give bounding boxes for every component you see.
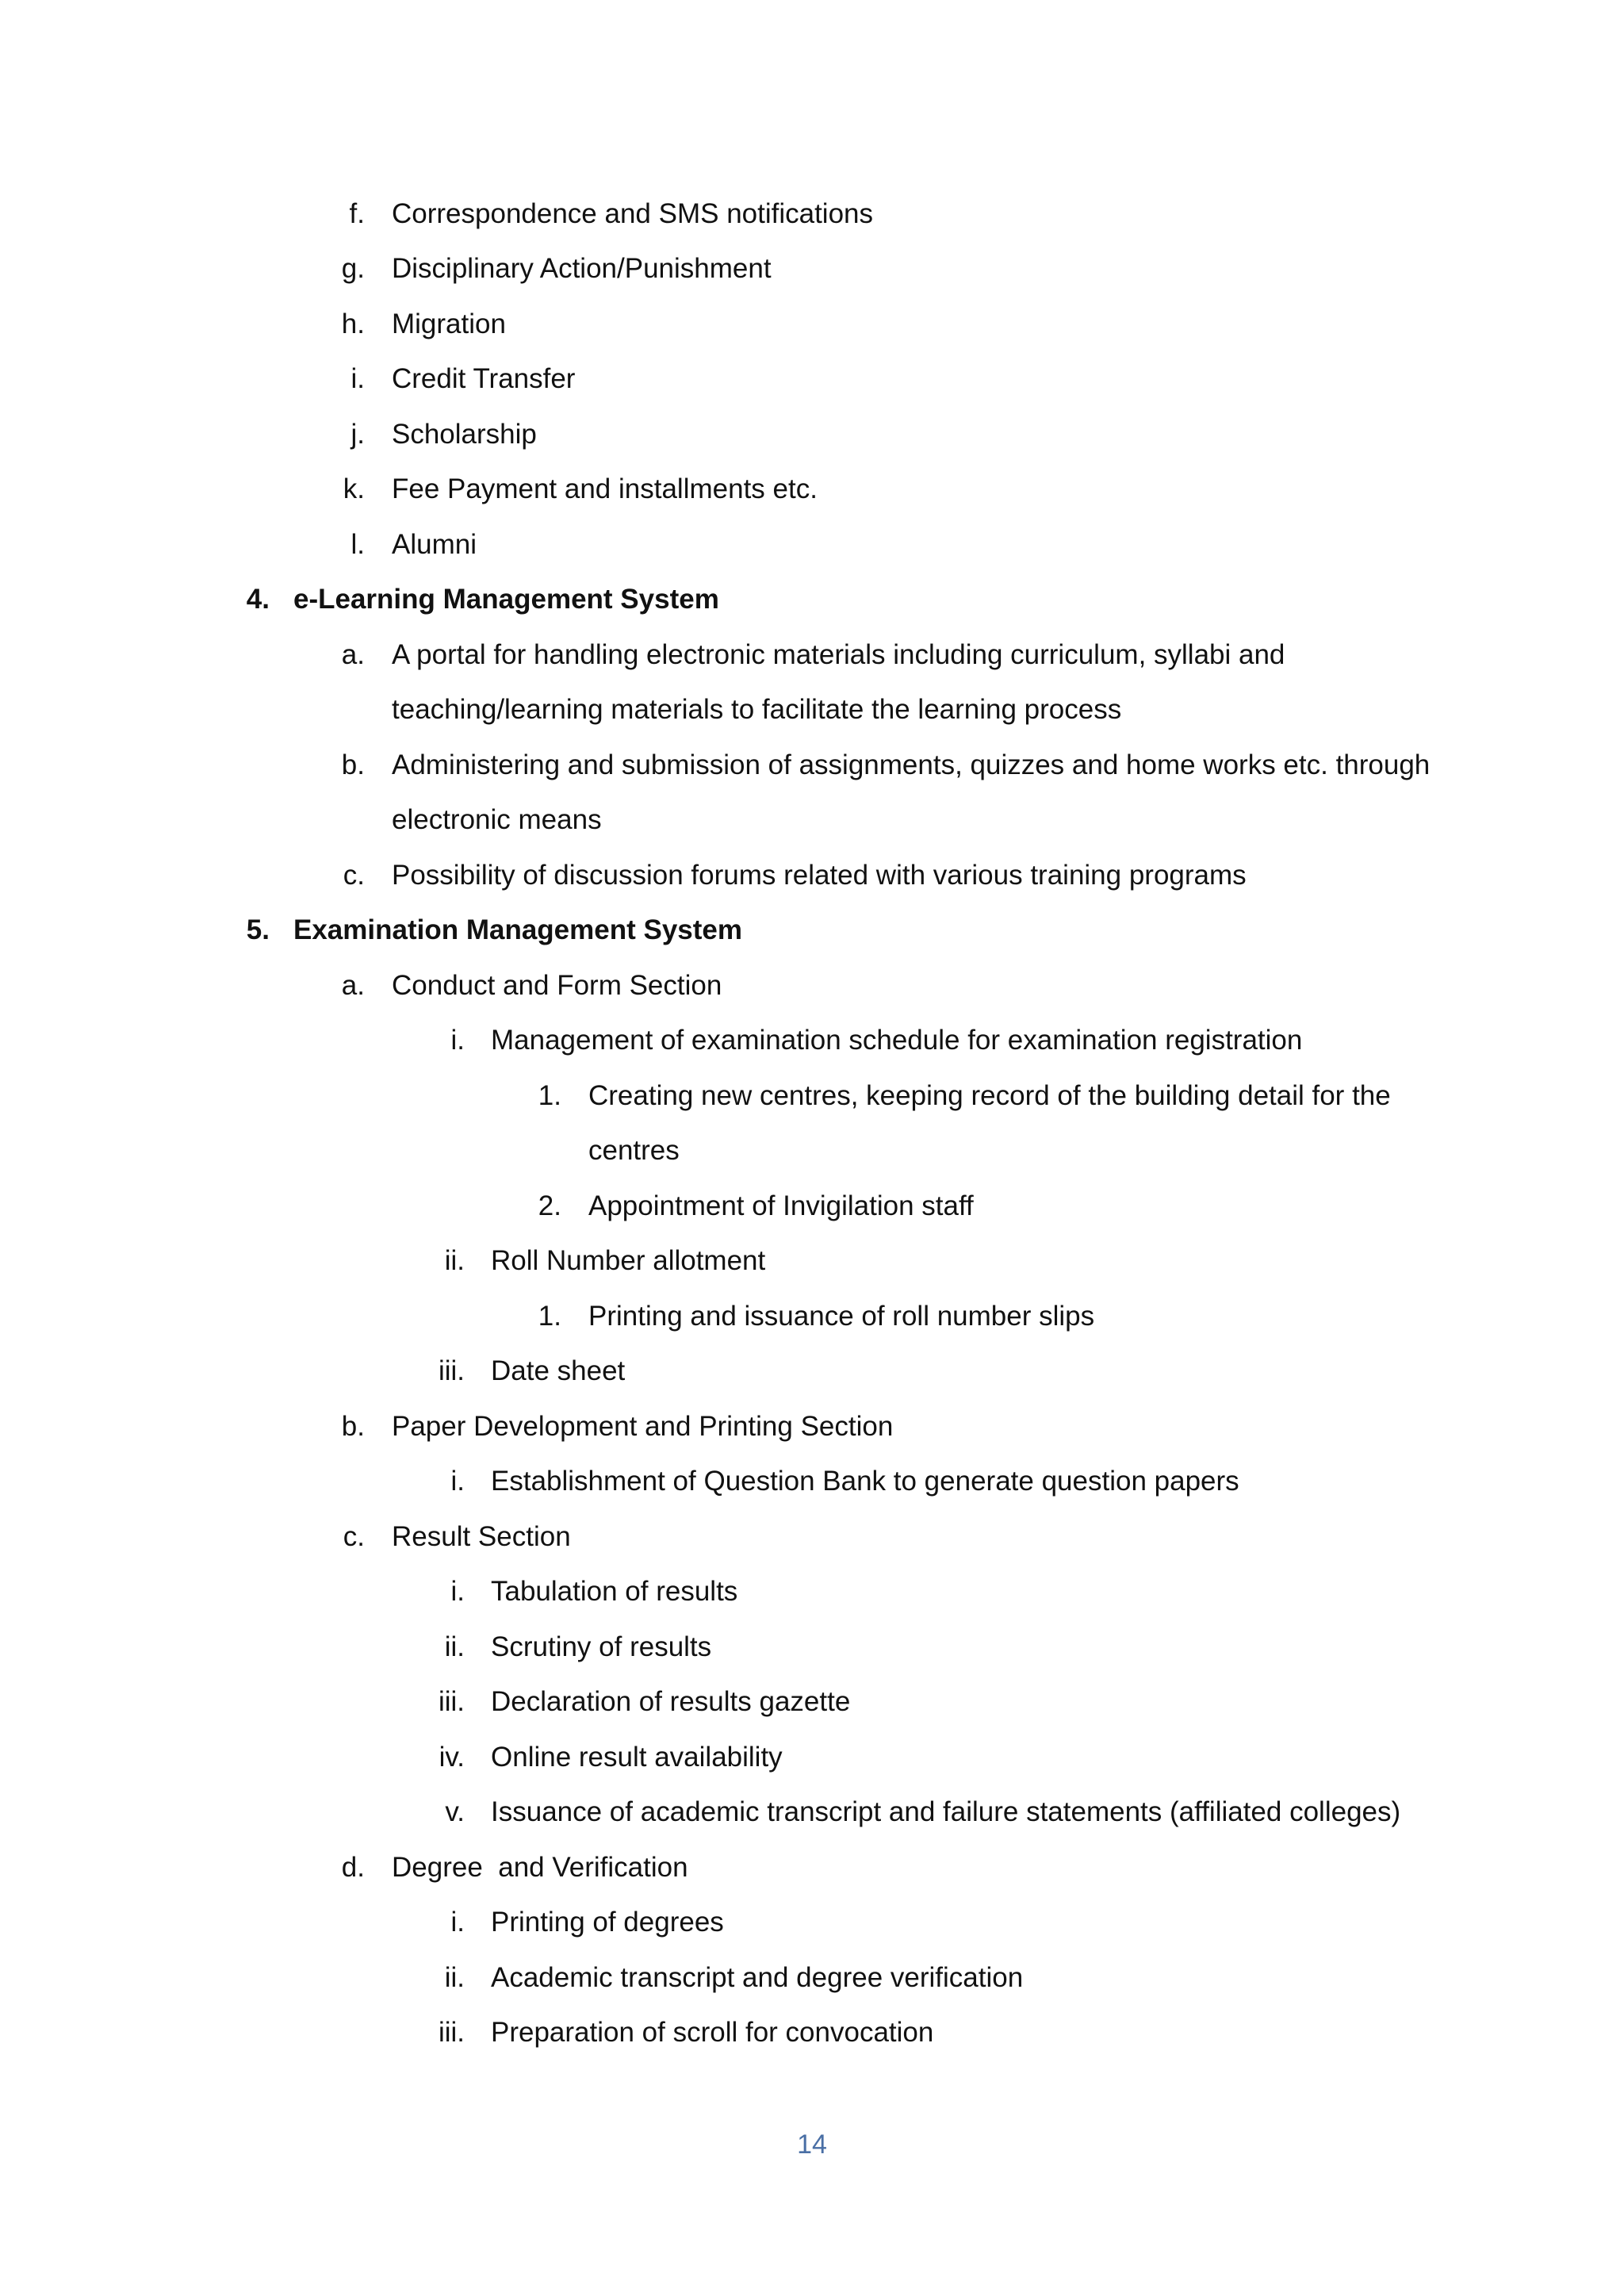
page-number: 14 <box>797 2129 827 2160</box>
list-marker: i. <box>450 1025 465 1056</box>
list-marker: iii. <box>438 1355 465 1386</box>
section-number: 5. <box>246 914 270 945</box>
list-marker: v. <box>445 1796 465 1827</box>
list-item-text: Tabulation of results <box>491 1576 738 1607</box>
list-marker: 1. <box>538 1301 561 1332</box>
list-item-text: Disciplinary Action/Punishment <box>392 253 772 284</box>
list-item-text: Issuance of academic transcript and failure statements (affiliated colleges) <box>491 1796 1401 1827</box>
list-item-text: teaching/learning materials to facilitate the learning process <box>392 694 1122 725</box>
list-item-text: Management of examination schedule for examination registration <box>491 1025 1303 1056</box>
list-item-text: Scholarship <box>392 419 537 450</box>
list-item-text: Possibility of discussion forums related with various training programs <box>392 860 1247 891</box>
list-item-text: Result Section <box>392 1521 571 1552</box>
list-item-text: Credit Transfer <box>392 363 576 394</box>
list-marker: g. <box>341 253 365 284</box>
list-marker: a. <box>341 639 365 670</box>
list-marker: ii. <box>444 1631 465 1662</box>
list-item-text: Appointment of Invigilation staff <box>588 1190 974 1221</box>
list-item-text: Date sheet <box>491 1355 626 1386</box>
list-marker: i. <box>350 363 365 394</box>
list-item-text: Degree and Verification <box>392 1852 688 1883</box>
list-marker: i. <box>450 1576 465 1607</box>
list-marker: iii. <box>438 2017 465 2048</box>
section-title: Examination Management System <box>293 914 742 945</box>
list-item-text: Paper Development and Printing Section <box>392 1411 894 1442</box>
list-item-text: Conduct and Form Section <box>392 970 722 1001</box>
list-item-text: Correspondence and SMS notifications <box>392 198 874 229</box>
list-item-text: electronic means <box>392 804 602 835</box>
list-marker: h. <box>341 309 365 339</box>
list-item-text: Administering and submission of assignments, quizzes and home works etc. through <box>392 749 1431 780</box>
list-item-text: A portal for handling electronic materials including curriculum, syllabi and <box>392 639 1285 670</box>
list-marker: c. <box>343 860 365 891</box>
list-item-text: Printing and issuance of roll number slips <box>588 1301 1095 1332</box>
list-marker: iv. <box>439 1742 465 1773</box>
list-marker: 2. <box>538 1190 561 1221</box>
list-marker: l. <box>350 529 365 560</box>
list-marker: i. <box>450 1466 465 1497</box>
list-marker: iii. <box>438 1686 465 1717</box>
list-item-text: Online result availability <box>491 1742 783 1773</box>
list-item-text: Declaration of results gazette <box>491 1686 851 1717</box>
list-marker: ii. <box>444 1245 465 1276</box>
section-number: 4. <box>246 584 270 615</box>
list-item-text: Academic transcript and degree verification <box>491 1962 1024 1993</box>
list-marker: ii. <box>444 1962 465 1993</box>
list-item-text: Printing of degrees <box>491 1907 724 1938</box>
list-item-text: centres <box>588 1135 680 1166</box>
list-marker: i. <box>450 1907 465 1938</box>
list-marker: j. <box>350 419 365 450</box>
list-marker: 1. <box>538 1080 561 1111</box>
list-item-text: Establishment of Question Bank to generate question papers <box>491 1466 1239 1497</box>
list-item-text: Preparation of scroll for convocation <box>491 2017 934 2048</box>
list-item-text: Creating new centres, keeping record of the building detail for the <box>588 1080 1391 1111</box>
list-item-text: Roll Number allotment <box>491 1245 766 1276</box>
list-marker: d. <box>341 1852 365 1883</box>
list-marker: f. <box>349 198 365 229</box>
list-marker: k. <box>343 473 365 504</box>
list-item-text: Fee Payment and installments etc. <box>392 473 818 504</box>
list-item-text: Scrutiny of results <box>491 1631 712 1662</box>
list-item-text: Alumni <box>392 529 477 560</box>
list-marker: c. <box>343 1521 365 1552</box>
list-item-text: Migration <box>392 309 506 339</box>
list-marker: b. <box>341 749 365 780</box>
section-title: e-Learning Management System <box>293 584 719 615</box>
list-marker: b. <box>341 1411 365 1442</box>
list-marker: a. <box>341 970 365 1001</box>
